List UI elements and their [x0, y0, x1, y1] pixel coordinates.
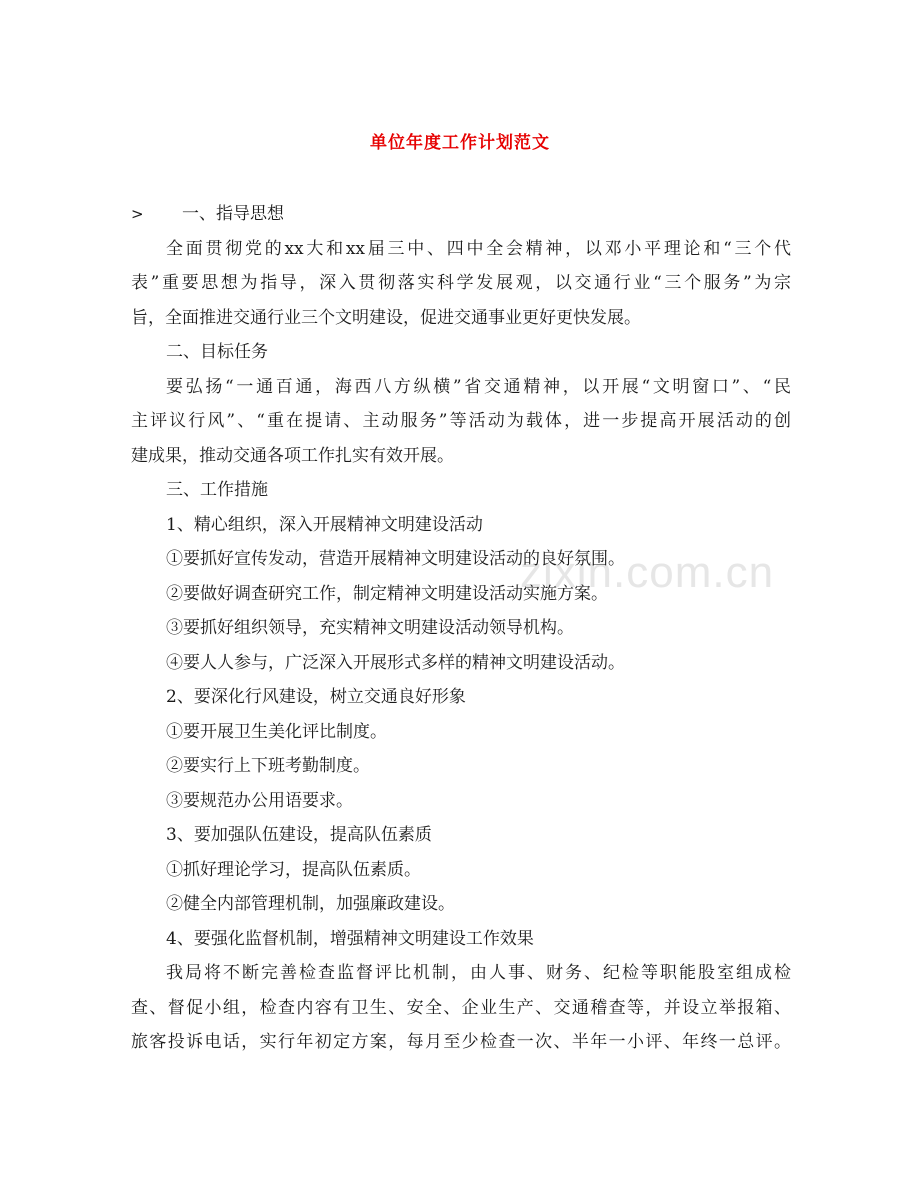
list-item: ②要做好调查研究工作，制定精神文明建设活动实施方案。	[166, 583, 608, 604]
paragraph-line: 查、督促小组，检查内容有卫生、安全、企业生产、交通稽查等，并设立举报箱、	[131, 997, 791, 1018]
list-item: 1、精心组织，深入开展精神文明建设活动	[166, 514, 483, 535]
section-heading-goals: 二、目标任务	[166, 342, 268, 362]
paragraph-line: 旨，全面推进交通行业三个文明建设，促进交通事业更好更快发展。	[131, 307, 641, 328]
list-item: ①要开展卫生美化评比制度。	[166, 721, 387, 742]
list-item: 2、要深化行风建设，树立交通良好形象	[166, 687, 466, 707]
document-title: 单位年度工作计划范文	[370, 133, 550, 153]
document-body	[131, 197, 791, 1060]
list-item: ③要抓好组织领导，充实精神文明建设活动领导机构。	[166, 618, 574, 638]
section-heading-text: 一、指导思想	[182, 204, 284, 224]
paragraph-line: 我局将不断完善检查监督评比机制，由人事、财务、纪检等职能股室组成检	[166, 963, 791, 983]
list-item: 4、要强化监督机制，增强精神文明建设工作效果	[166, 928, 534, 949]
list-item: ①要抓好宣传发动，营造开展精神文明建设活动的良好氛围。	[166, 549, 625, 569]
bullet-arrow-icon: >	[131, 205, 144, 223]
list-item: 3、要加强队伍建设，提高队伍素质	[166, 825, 432, 845]
paragraph-line: 建成果，推动交通各项工作扎实有效开展。	[131, 445, 454, 466]
paragraph-line: 旅客投诉电话，实行年初定方案，每月至少检查一次、半年一小评、年终一总评。	[131, 1032, 791, 1052]
section-heading-guiding-ideology	[131, 197, 791, 232]
list-item: ②要实行上下班考勤制度。	[166, 756, 370, 776]
section-heading-measures: 三、工作措施	[166, 480, 268, 500]
paragraph-line: 要弘扬“一通百通，海西八方纵横”省交通精神，以开展“文明窗口”、“民	[166, 376, 791, 397]
list-item: ②健全内部管理机制，加强廉政建设。	[166, 894, 455, 914]
paragraph-line: 全面贯彻党的xx大和xx届三中、四中全会精神，以邓小平理论和“三个代	[166, 238, 791, 259]
list-item: ③要规范办公用语要求。	[166, 790, 353, 811]
watermark: zixin.com.cn	[520, 548, 775, 597]
list-item: ④要人人参与，广泛深入开展形式多样的精神文明建设活动。	[166, 652, 625, 673]
paragraph-line: 表”重要思想为指导，深入贯彻落实科学发展观，以交通行业“三个服务”为宗	[131, 273, 791, 293]
paragraph-line: 主评议行风”、“重在提请、主动服务”等活动为载体，进一步提高开展活动的创	[131, 411, 791, 431]
list-item: ①抓好理论学习，提高队伍素质。	[166, 859, 421, 880]
